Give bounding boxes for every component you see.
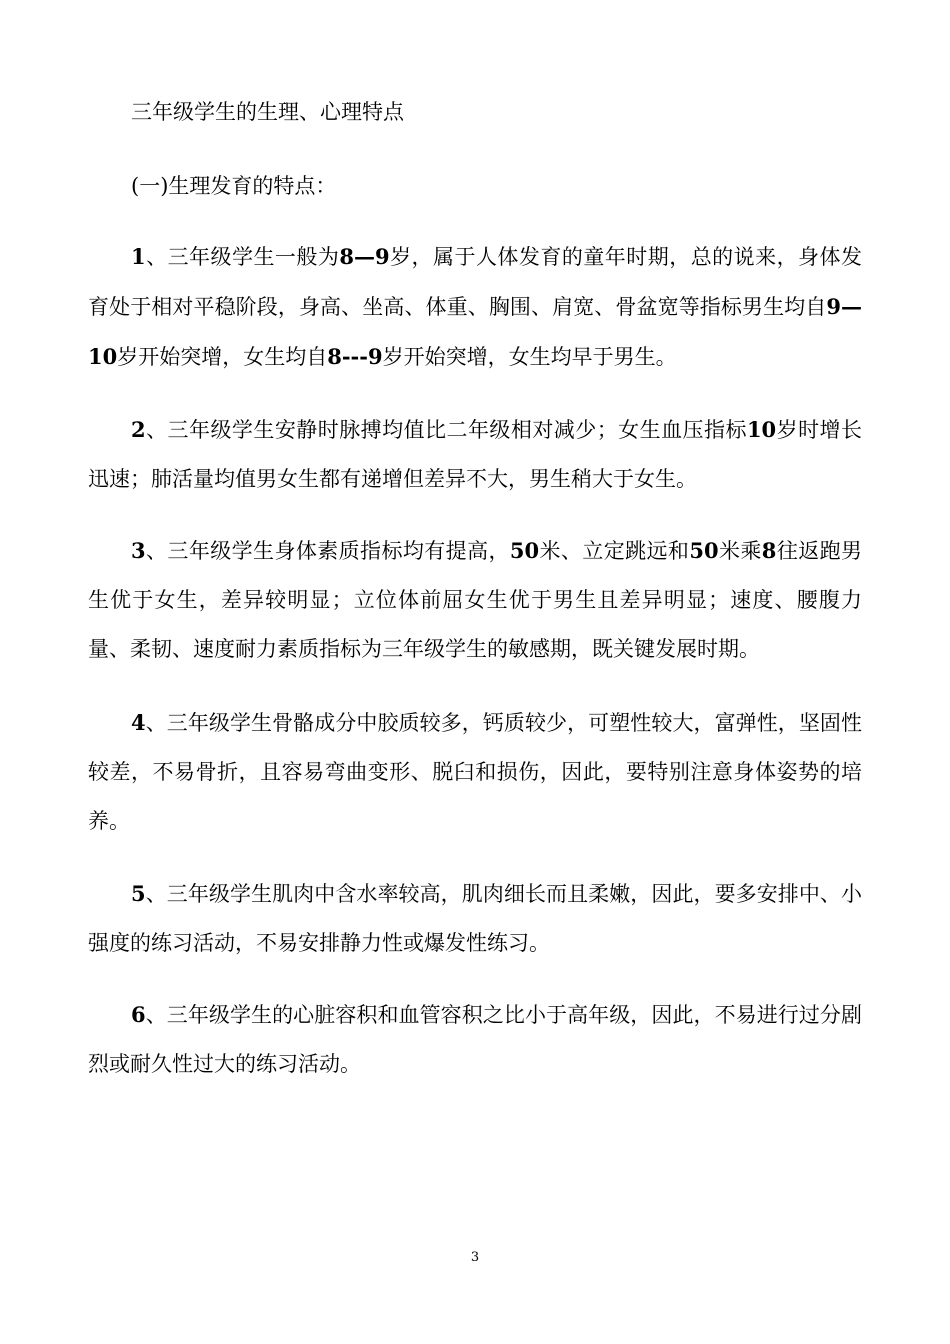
paragraph-text: 米、立定跳远和 — [539, 539, 690, 563]
section-heading: (一)生理发育的特点： — [131, 174, 337, 198]
item-number: 6 — [131, 1002, 146, 1027]
paragraph-item-4 — [88, 698, 862, 846]
paragraph-text: 、三年级学生一般为 — [145, 245, 340, 269]
paragraph-text: 、三年级学生的心脏容积和血管容积之比小于高年级，因此，不易进行过分剧烈或耐久性过大的练习活动。 — [88, 1003, 862, 1076]
paragraph-value: 10 — [746, 417, 777, 442]
paragraph-text: 岁时增长迅速；肺活量均值男女生都有递增但差异不大，男生稍大于女生。 — [88, 418, 863, 491]
paragraph-item-1 — [88, 232, 862, 382]
item-number: 3 — [131, 538, 146, 563]
paragraph-value: 9—10 — [88, 294, 862, 369]
paragraph-text: 、三年级学生安静时脉搏均值比二年级相对减少；女生血压指标 — [145, 418, 747, 442]
paragraph-item-6 — [88, 990, 862, 1089]
paragraph-text: 岁开始突增，女生均早于男生。 — [382, 345, 677, 369]
paragraph-text: 米乘 — [718, 539, 762, 563]
paragraph-item-5 — [88, 869, 862, 968]
item-number: 5 — [131, 881, 146, 906]
paragraph-value: 8 — [761, 538, 777, 563]
paragraph-value: 50 — [689, 538, 719, 563]
item-number: 1 — [131, 244, 146, 269]
paragraph-text: 、三年级学生肌肉中含水率较高，肌肉细长而且柔嫩，因此，要多安排中、小强度的练习活动，不易安排静力性或爆发性练习。 — [88, 882, 862, 955]
item-number: 4 — [131, 710, 146, 735]
paragraph-value: 8---9 — [327, 344, 383, 369]
paragraph-item-3 — [88, 526, 862, 674]
paragraph-value: 50 — [509, 538, 540, 563]
paragraph-value: 8—9 — [339, 244, 390, 269]
page-number: 3 — [470, 1250, 480, 1265]
paragraph-text: 往返跑男生优于女生，差异较明显；立位体前屈女生优于男生且差异明显；速度、腰腹力量、柔韧、速度耐力素质指标为三年级学生的敏感期，既关键发展时期。 — [88, 539, 863, 661]
paragraph-item-2 — [88, 405, 862, 504]
document-title: 三年级学生的生理、心理特点 — [131, 100, 404, 124]
paragraph-text: 岁开始突增，女生均自 — [117, 345, 328, 369]
item-number: 2 — [131, 417, 146, 442]
paragraph-text: 、三年级学生骨骼成分中胶质较多，钙质较少，可塑性较大，富弹性，坚固性较差，不易骨折，且容易弯曲变形、脱臼和损伤，因此，要特别注意身体姿势的培养。 — [88, 711, 862, 833]
paragraph-text: 、三年级学生身体素质指标均有提高， — [145, 539, 510, 563]
paragraph-text: 岁，属于人体发育的童年时期，总的说来，身体发育处于相对平稳阶段，身高、坐高、体重、胸围、肩宽、骨盆宽等指标男生均自 — [88, 245, 863, 319]
